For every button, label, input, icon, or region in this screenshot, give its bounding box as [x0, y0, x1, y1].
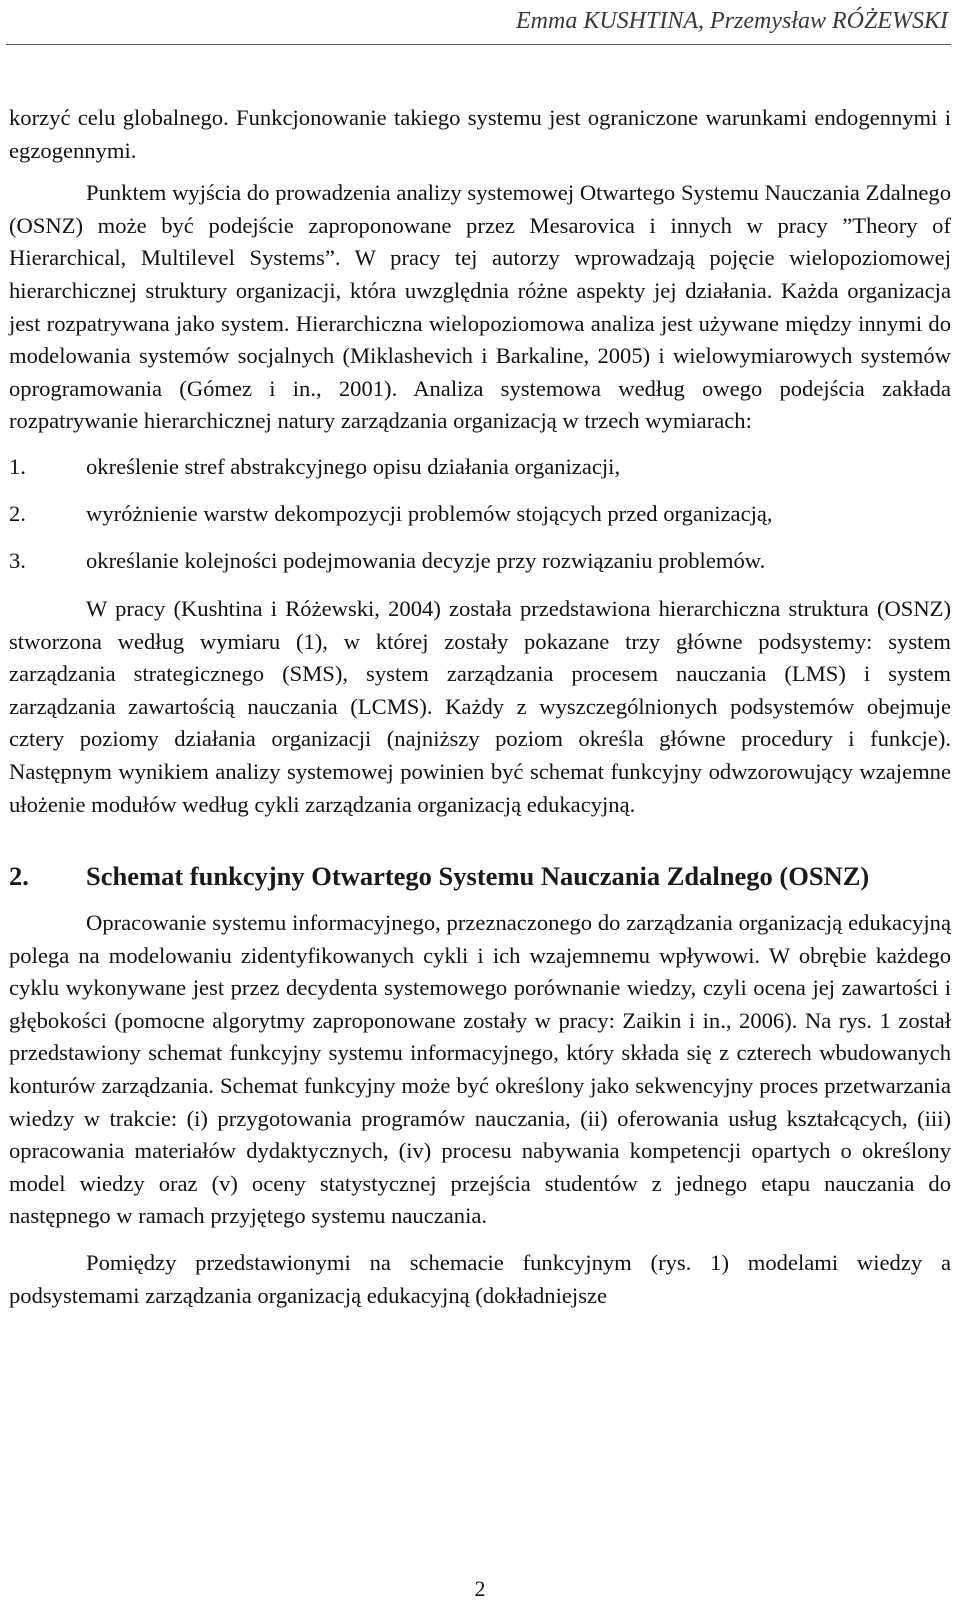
list-item-text: określenie stref abstrakcyjnego opisu działania organizacji,	[86, 454, 621, 480]
list-item	[9, 491, 951, 538]
paragraph-2: Punktem wyjścia do prowadzenia analizy systemowej Otwartego Systemu Nauczania Zdalnego (OSNZ) może być podejście zaproponowane przez Mesarovica i innych w pracy ”Theory of Hierarchical, Multilevel Systems”. W pracy tej autorzy wprowadzają pojęcie wielopoziomowej hierarchicznej struktury organizacji, która uwzględnia różne aspekty jej działania. Każda organizacja jest rozpatrywana jako system. Hierarchiczna wielopoziomowa analiza jest używane między innymi do modelowania systemów socjalnych (Miklashevich i Barkaline, 2005) i wielowymiarowych systemów oprogramowania (Gómez i in., 2001). Analiza systemowa według owego podejścia zakłada rozpatrywanie hierarchicznej natury zarządzania organizacją w trzech wymiarach:	[9, 180, 951, 434]
paragraph-1: korzyć celu globalnego. Funkcjonowanie takiego systemu jest ograniczone warunkami endogennymi i egzogennymi.	[9, 105, 951, 163]
page-number: 2	[474, 1576, 486, 1601]
paragraph-4: Opracowanie systemu informacyjnego, przeznaczonego do zarządzania organizacją edukacyjną polega na modelowaniu zidentyfikowanych cykli i ich wzajemnemu wpływowi. W obrębie każdego cyklu wykonywane jest przez decydenta systemowego porównanie wiedzy, czyli ocena jej zawartości i głębokości (pomocne algorytmy zaproponowane zostały w pracy: Zaikin i in., 2006). Na rys. 1 został przedstawiony schemat funkcyjny systemu informacyjnego, który składa się z czterech wbudowanych konturów zarządzania. Schemat funkcyjny może być określony jako sekwencyjny proces przetwarzania wiedzy w trakcie: (i) przygotowania programów nauczania, (ii) oferowania usług kształcących, (iii) opracowania materiałów dydaktycznych, (iv) procesu nabywania kompetencji opartych o określony model wiedzy oraz (v) oceny statystycznej przejścia studentów z jednego etapu nauczania do następnego w ramach przyjętego systemu nauczania.	[9, 910, 951, 1229]
page-body	[9, 102, 951, 1312]
list-item-number: 2.	[9, 501, 26, 527]
list-item-number: 3.	[9, 548, 26, 574]
section-heading	[9, 859, 951, 893]
numbered-list	[9, 444, 951, 585]
running-header: Emma KUSHTINA, Przemysław RÓŻEWSKI	[516, 8, 948, 34]
paragraph-3: W pracy (Kushtina i Różewski, 2004) została przedstawiona hierarchiczna struktura (OSNZ) stworzona według wymiaru (1), w której zostały pokazane trzy główne podsystemy: system zarządzania strategicznego (SMS), system zarządzania procesem nauczania (LMS) i system zarządzania zawartością nauczania (LCMS). Każdy z wyszczególnionych podsystemów obejmuje cztery poziomy działania organizacji (najniższy poziom określa główne procedury i funkcje). Następnym wynikiem analizy systemowej powinien być schemat funkcyjny odwzorowujący wzajemne ułożenie modułów według cykli zarządzania organizacją edukacyjną.	[9, 595, 951, 817]
paragraph-5: Pomiędzy przedstawionymi na schemacie funkcyjnym (rys. 1) modelami wiedzy a podsystemami zarządzania organizacją edukacyjną (dokładniejsze	[9, 1250, 951, 1308]
list-item	[9, 538, 951, 585]
list-item-number: 1.	[9, 454, 26, 480]
section-number: 2.	[9, 861, 29, 892]
list-item	[9, 444, 951, 491]
list-item-text: określanie kolejności podejmowania decyzje przy rozwiązaniu problemów.	[86, 548, 766, 574]
header-rule	[6, 44, 951, 45]
section-title: Schemat funkcyjny Otwartego Systemu Nauczania Zdalnego (OSNZ)	[86, 861, 870, 892]
list-item-text: wyróżnienie warstw dekompozycji problemów stojących przed organizacją,	[86, 501, 773, 527]
